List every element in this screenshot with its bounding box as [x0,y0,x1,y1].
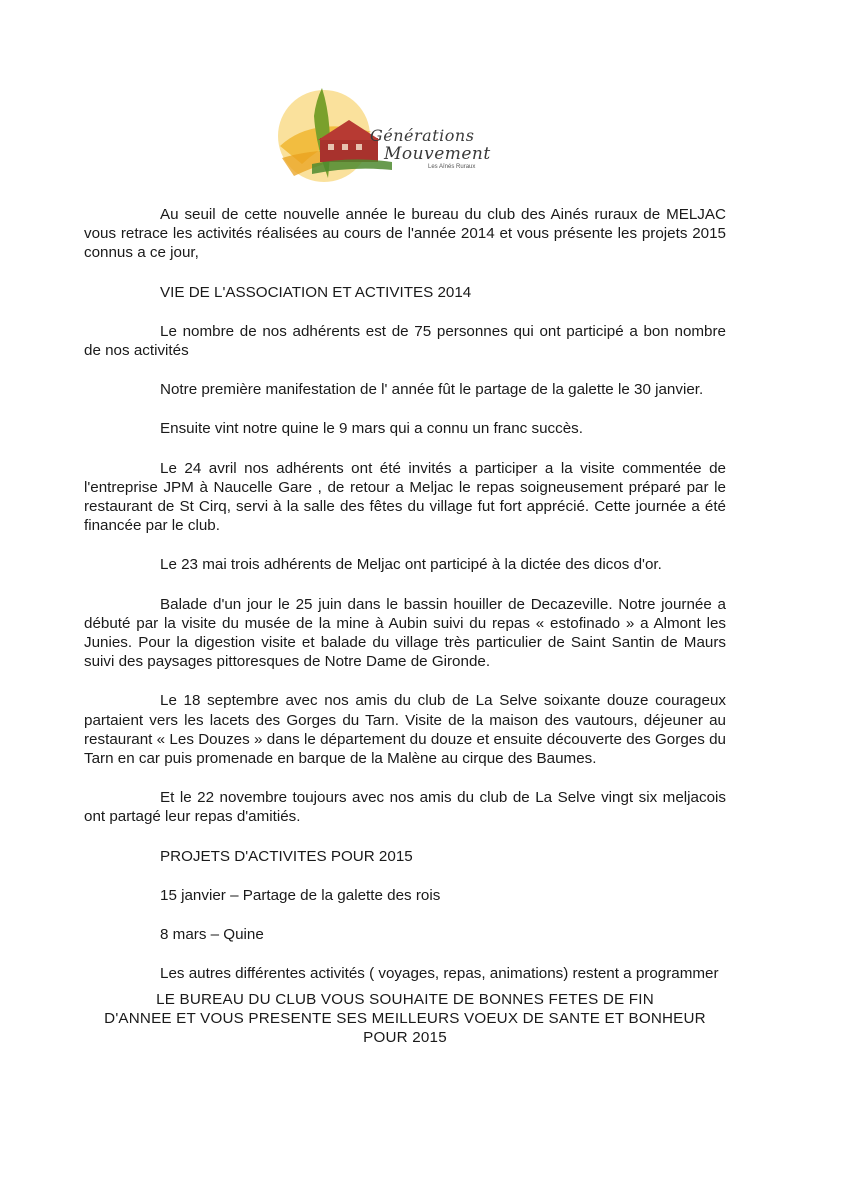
activity-paragraph: Le 23 mai trois adhérents de Meljac ont participé à la dictée des dicos d'or. [160,556,662,574]
logo-line3: Les Aînés Ruraux [428,164,476,170]
others-paragraph: Les autres différentes activités ( voyages, repas, animations) restent a programmer [160,965,719,983]
logo-line1: Générations [370,126,475,145]
closing-line: LE BUREAU DU CLUB VOUS SOUHAITE DE BONNES FETES DE FIN [156,991,654,1008]
generations-mouvement-logo [272,86,542,186]
section-title-2015: PROJETS D'ACTIVITES POUR 2015 [160,847,413,865]
section-title-2014: VIE DE L'ASSOCIATION ET ACTIVITES 2014 [160,283,472,301]
activity-paragraph: Le nombre de nos adhérents est de 75 personnes qui ont participé a bon nombre de nos activités [84,322,726,360]
activity-paragraph: Notre première manifestation de l' année fût le partage de la galette le 30 janvier. [160,381,704,399]
closing-wishes [84,990,726,1048]
activity-paragraph: Le 24 avril nos adhérents ont été invités a participer a la visite commentée de l'entreprise JPM à Naucelle Gare , de retour a Meljac le repas soigneusement préparé par le restaurant de St Cirq, servi à la salle des fêtes du village fut fort apprécié. Cette journée a été financée par le club. [84,459,726,535]
intro-paragraph: Au seuil de cette nouvelle année le bureau du club des Ainés ruraux de MELJAC vous retrace les activités réalisées au cours de l'année 2014 et vous présente les projets 2015 connus a ce jour, [84,206,726,262]
letter-body [84,205,726,983]
closing-line: POUR 2015 [363,1029,447,1047]
activity-paragraph: Ensuite vint notre quine le 9 mars qui a connu un franc succès. [160,420,583,438]
activity-paragraph: Balade d'un jour le 25 juin dans le bassin houiller de Decazeville. Notre journée a débuté par la visite du musée de la mine à Aubin suivi du repas « estofinado » a Almont les Junies. Pour la digestion visite et balade du village très particulier de Saint Santin de Maurs suivi des paysages pittoresques de Notre Dame de Gironde. [84,595,726,671]
activity-paragraph: Et le 22 novembre toujours avec nos amis du club de La Selve vingt six meljacois ont partagé leur repas d'amitiés. [84,789,726,826]
activity-paragraph: Le 18 septembre avec nos amis du club de La Selve soixante douze courageux partaient vers les lacets des Gorges du Tarn. Visite de la maison des vautours, déjeuner au restaurant « Les Douzes » dans le département du douze et ensuite découverte des Gorges du Tarn en car puis promenade en barque de la Malène au cirque des Baumes. [84,692,726,768]
logo-line2: Mouvement [384,144,491,164]
project-item: 15 janvier – Partage de la galette des rois [160,886,441,904]
project-item: 8 mars – Quine [160,926,264,944]
closing-line: D'ANNEE ET VOUS PRESENTE SES MEILLEURS VOEUX DE SANTE ET BONHEUR [104,1010,706,1028]
